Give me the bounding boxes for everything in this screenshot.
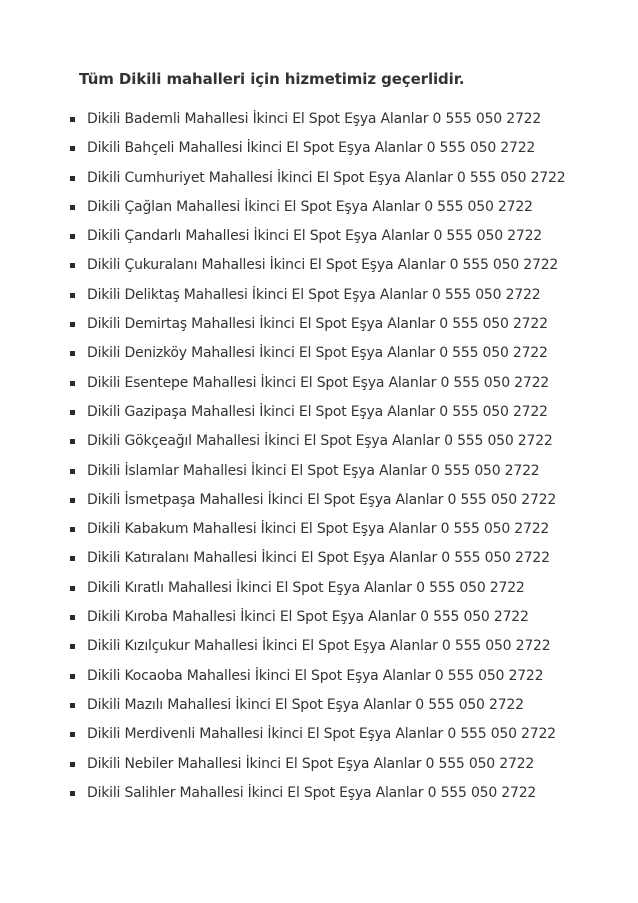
square-bullet-icon	[70, 674, 75, 679]
square-bullet-icon	[70, 293, 75, 298]
square-bullet-icon	[70, 644, 75, 649]
square-bullet-icon	[70, 762, 75, 767]
list-item-text: Dikili Çağlan Mahallesi İkinci El Spot Eşya Alanlar 0 555 050 2722	[87, 198, 533, 215]
list-item-text: Dikili Gökçeağıl Mahallesi İkinci El Spot Eşya Alanlar 0 555 050 2722	[87, 433, 553, 450]
list-item-text: Dikili İslamlar Mahallesi İkinci El Spot Eşya Alanlar 0 555 050 2722	[87, 462, 540, 479]
square-bullet-icon	[70, 498, 75, 503]
list-item-text: Dikili Merdivenli Mahallesi İkinci El Spot Eşya Alanlar 0 555 050 2722	[87, 726, 556, 743]
square-bullet-icon	[70, 439, 75, 444]
page-heading: Tüm Dikili mahalleri için hizmetimiz geçerlidir.	[79, 70, 465, 88]
square-bullet-icon	[70, 146, 75, 151]
square-bullet-icon	[70, 234, 75, 239]
square-bullet-icon	[70, 586, 75, 591]
list-item-text: Dikili Cumhuriyet Mahallesi İkinci El Spot Eşya Alanlar 0 555 050 2722	[87, 169, 566, 186]
list-item-text: Dikili Mazılı Mahallesi İkinci El Spot Eşya Alanlar 0 555 050 2722	[87, 696, 524, 713]
list-item-text: Dikili Bademli Mahallesi İkinci El Spot Eşya Alanlar 0 555 050 2722	[87, 111, 542, 127]
list-item-text: Dikili Kızılçukur Mahallesi İkinci El Spot Eşya Alanlar 0 555 050 2722	[87, 638, 551, 655]
square-bullet-icon	[70, 703, 75, 708]
list-item-text: Dikili Kabakum Mahallesi İkinci El Spot Eşya Alanlar 0 555 050 2722	[87, 521, 550, 538]
list-item-text: Dikili Kıratlı Mahallesi İkinci El Spot Eşya Alanlar 0 555 050 2722	[87, 579, 525, 596]
square-bullet-icon	[70, 791, 75, 796]
square-bullet-icon	[70, 410, 75, 415]
list-item-text: Dikili Bahçeli Mahallesi İkinci El Spot Eşya Alanlar 0 555 050 2722	[87, 140, 536, 157]
square-bullet-icon	[70, 117, 75, 122]
list-item-text: Dikili İsmetpaşa Mahallesi İkinci El Spot Eşya Alanlar 0 555 050 2722	[87, 491, 557, 508]
list-item-text: Dikili Deliktaş Mahallesi İkinci El Spot Eşya Alanlar 0 555 050 2722	[87, 286, 541, 303]
list-item-text: Dikili Kocaoba Mahallesi İkinci El Spot Eşya Alanlar 0 555 050 2722	[87, 667, 544, 684]
list-item-text: Dikili Esentepe Mahallesi İkinci El Spot Eşya Alanlar 0 555 050 2722	[87, 374, 549, 391]
square-bullet-icon	[70, 263, 75, 268]
list-item-text: Dikili Kıroba Mahallesi İkinci El Spot Eşya Alanlar 0 555 050 2722	[87, 609, 529, 626]
list-item-text: Dikili Salihler Mahallesi İkinci El Spot Eşya Alanlar 0 555 050 2722	[87, 784, 537, 801]
square-bullet-icon	[70, 322, 75, 327]
list-item-text: Dikili Katıralanı Mahallesi İkinci El Spot Eşya Alanlar 0 555 050 2722	[87, 550, 550, 567]
list-item-text: Dikili Denizköy Mahallesi İkinci El Spot Eşya Alanlar 0 555 050 2722	[87, 345, 548, 362]
list-item-text: Dikili Gazipaşa Mahallesi İkinci El Spot Eşya Alanlar 0 555 050 2722	[87, 403, 548, 420]
square-bullet-icon	[70, 176, 75, 181]
square-bullet-icon	[70, 615, 75, 620]
square-bullet-icon	[70, 527, 75, 532]
square-bullet-icon	[70, 469, 75, 474]
list-item-text: Dikili Çukuralanı Mahallesi İkinci El Spot Eşya Alanlar 0 555 050 2722	[87, 257, 559, 274]
list-item-text: Dikili Nebiler Mahallesi İkinci El Spot Eşya Alanlar 0 555 050 2722	[87, 755, 535, 772]
square-bullet-icon	[70, 205, 75, 210]
square-bullet-icon	[70, 732, 75, 737]
list-item-text: Dikili Çandarlı Mahallesi İkinci El Spot Eşya Alanlar 0 555 050 2722	[87, 228, 542, 245]
square-bullet-icon	[70, 351, 75, 356]
square-bullet-icon	[70, 556, 75, 561]
square-bullet-icon	[70, 381, 75, 386]
list-item-text: Dikili Demirtaş Mahallesi İkinci El Spot Eşya Alanlar 0 555 050 2722	[87, 316, 548, 333]
